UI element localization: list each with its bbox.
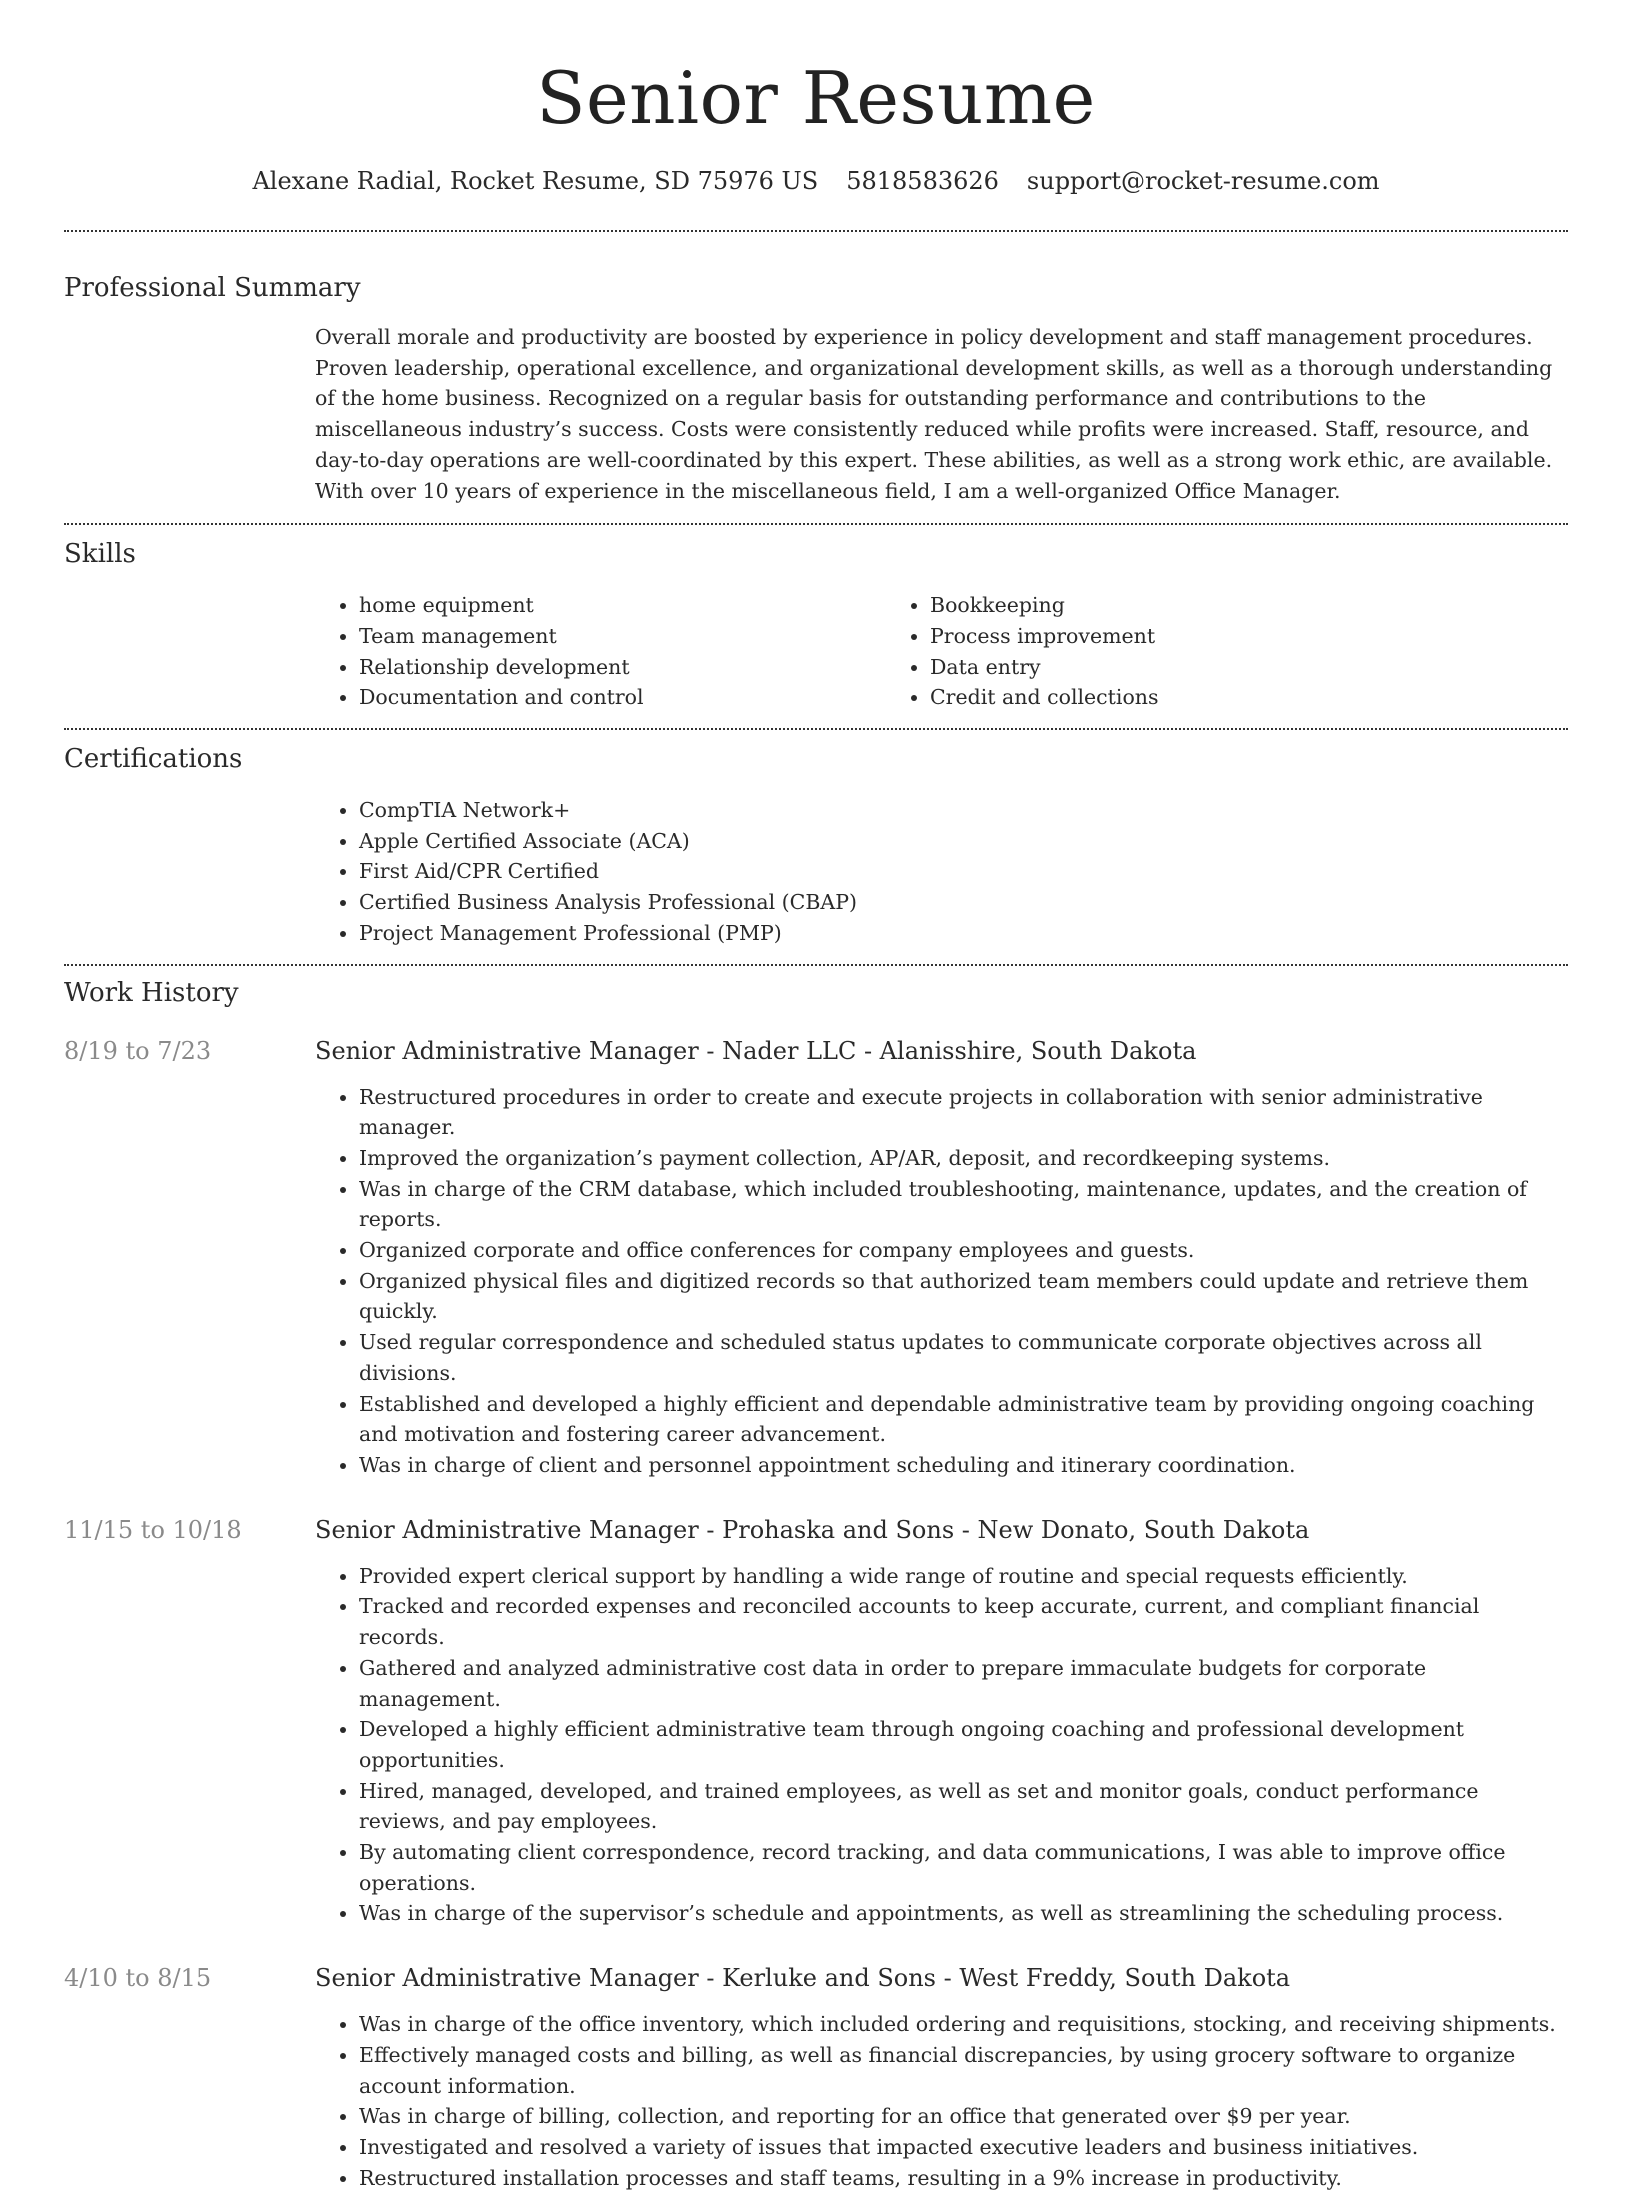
work-history-heading: Work History <box>64 977 239 1008</box>
skills-grid <box>315 590 1568 713</box>
job-bullet-list <box>315 2009 1568 2193</box>
skills-column-right <box>886 590 1457 713</box>
job-entry <box>64 1513 1568 1929</box>
summary-section <box>64 271 1568 506</box>
section-divider <box>64 728 1568 730</box>
job-header <box>64 1513 1568 1547</box>
job-bullet: • Tracked and recorded expenses and reconciled accounts to keep accurate, current, and compliant financial records. <box>359 1591 1568 1652</box>
summary-heading: Professional Summary <box>64 273 361 303</box>
skills-column-left <box>315 590 886 713</box>
job-bullet: • Investigated and resolved a variety of issues that impacted executive leaders and business initiatives. <box>359 2132 1568 2163</box>
job-dates: 8/19 to 7/23 <box>64 1036 212 1065</box>
skill-item: • Documentation and control <box>359 682 886 713</box>
section-divider <box>64 964 1568 966</box>
skills-section <box>64 537 1568 713</box>
skills-heading: Skills <box>64 539 136 570</box>
job-bullet: • Provided expert clerical support by handling a wide range of routine and special requests efficiently. <box>359 1561 1568 1592</box>
job-bullet: • Improved the organization’s payment collection, AP/AR, deposit, and recordkeeping systems. <box>359 1143 1568 1174</box>
job-bullet: • Was in charge of billing, collection, and reporting for an office that generated over $9 per year. <box>359 2101 1568 2132</box>
job-header <box>64 1961 1568 1995</box>
job-bullet: • Was in charge of the office inventory, which included ordering and requisitions, stocking, and receiving shipments. <box>359 2009 1568 2040</box>
certifications-list-wrap <box>315 795 1568 949</box>
job-header <box>64 1034 1568 1068</box>
job-bullet: • Was in charge of client and personnel appointment scheduling and itinerary coordination. <box>359 1450 1568 1481</box>
job-bullet: • Developed a highly efficient administrative team through ongoing coaching and professional development opportunities. <box>359 1714 1568 1775</box>
certification-item: • Apple Certified Associate (ACA) <box>359 826 1568 857</box>
certifications-heading: Certifications <box>64 744 243 775</box>
job-bullets <box>315 1561 1568 1929</box>
skill-item: • Team management <box>359 621 886 652</box>
contact-info <box>64 164 1568 198</box>
work-history-section <box>64 976 1568 2193</box>
section-divider <box>64 230 1568 232</box>
skill-item: • Credit and collections <box>930 682 1457 713</box>
job-bullet: • Was in charge of the CRM database, which included troubleshooting, maintenance, updates, and the creation of reports. <box>359 1174 1568 1235</box>
contact-address: Alexane Radial, Rocket Resume, SD 75976 US <box>252 167 819 195</box>
skill-item: • Relationship development <box>359 652 886 683</box>
resume-title: Senior Resume <box>536 56 1096 140</box>
job-bullet: • Established and developed a highly efficient and dependable administrative team by providing ongoing coaching and motivation and fostering career advancement. <box>359 1389 1568 1450</box>
summary-text: Overall morale and productivity are boosted by experience in policy development and staff management procedures. Proven leadership, operational excellence, and organizational development skills, as well as a thorough understanding of the home business. Recognized on a regular basis for outstanding performance and contributions to the miscellaneous industry’s success. Costs were consistently reduced while profits were increased. Staff, resource, and day-to-day operations are well-coordinated by this expert. These abilities, as well as a strong work ethic, are available. With over 10 years of experience in the miscellaneous field, I am a well-organized Office Manager. <box>315 325 1553 503</box>
job-heading: Senior Administrative Manager - Nader LLC - Alanisshire, South Dakota <box>315 1036 1197 1065</box>
skill-item: • Process improvement <box>930 621 1457 652</box>
job-bullet: • Organized physical files and digitized records so that authorized team members could update and retrieve them quickly. <box>359 1266 1568 1327</box>
section-divider <box>64 523 1568 525</box>
job-bullet: • Used regular correspondence and scheduled status updates to communicate corporate objectives across all divisions. <box>359 1327 1568 1388</box>
job-bullet-list <box>315 1082 1568 1481</box>
certifications-list <box>315 795 1568 949</box>
job-bullet: • Hired, managed, developed, and trained employees, as well as set and monitor goals, conduct performance reviews, and pay employees. <box>359 1776 1568 1837</box>
job-bullet: • Effectively managed costs and billing, as well as financial discrepancies, by using grocery software to organize account information. <box>359 2040 1568 2101</box>
job-heading: Senior Administrative Manager - Prohaska and Sons - New Donato, South Dakota <box>315 1515 1310 1544</box>
job-bullet: • Restructured procedures in order to create and execute projects in collaboration with senior administrative manager. <box>359 1082 1568 1143</box>
job-dates: 11/15 to 10/18 <box>64 1515 242 1544</box>
job-dates: 4/10 to 8/15 <box>64 1964 212 1993</box>
certification-item: • Project Management Professional (PMP) <box>359 918 1568 949</box>
job-bullets <box>315 1082 1568 1481</box>
job-bullet: • By automating client correspondence, record tracking, and data communications, I was able to improve office operations. <box>359 1837 1568 1898</box>
contact-phone: 5818583626 <box>846 167 999 195</box>
contact-email: support@rocket-resume.com <box>1026 167 1380 195</box>
job-bullets <box>315 2009 1568 2193</box>
skill-item: • Data entry <box>930 652 1457 683</box>
job-bullet: • Gathered and analyzed administrative cost data in order to prepare immaculate budgets for corporate management. <box>359 1653 1568 1714</box>
job-heading: Senior Administrative Manager - Kerluke and Sons - West Freddy, South Dakota <box>315 1964 1291 1993</box>
job-bullet-list <box>315 1561 1568 1929</box>
certification-item: • Certified Business Analysis Professional (CBAP) <box>359 887 1568 918</box>
job-entry <box>64 1961 1568 2193</box>
skill-item: • Bookkeeping <box>930 590 1457 621</box>
certification-item: • First Aid/CPR Certified <box>359 856 1568 887</box>
skill-item: • home equipment <box>359 590 886 621</box>
job-bullet: • Was in charge of the supervisor’s schedule and appointments, as well as streamlining the scheduling process. <box>359 1898 1568 1929</box>
job-bullet: • Restructured installation processes and staff teams, resulting in a 9% increase in productivity. <box>359 2163 1568 2193</box>
certifications-section <box>64 742 1568 949</box>
job-bullet: • Organized corporate and office conferences for company employees and guests. <box>359 1235 1568 1266</box>
resume-page <box>64 0 1568 2193</box>
certification-item: • CompTIA Network+ <box>359 795 1568 826</box>
job-entry <box>64 1034 1568 1481</box>
